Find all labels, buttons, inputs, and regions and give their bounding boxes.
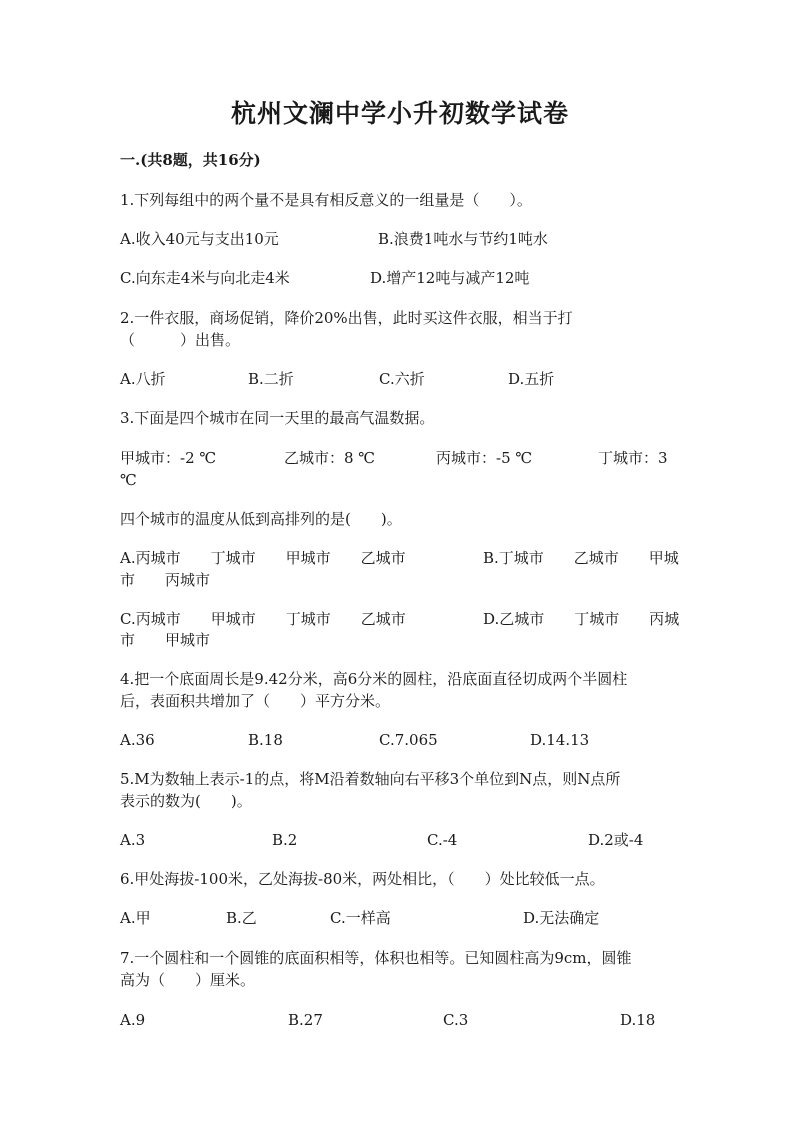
question-3-option-a-line-1: A.丙城市 丁城市 甲城市 乙城市 bbox=[120, 549, 406, 567]
question-7-option-a: A.9 bbox=[120, 1011, 146, 1029]
question-5-option-d: D.2或-4 bbox=[588, 831, 644, 849]
question-7-option-b: B.27 bbox=[288, 1011, 323, 1029]
question-5-option-c: C.-4 bbox=[427, 831, 458, 849]
question-7-stem-line-2: 高为（ ）厘米。 bbox=[120, 971, 256, 989]
question-7-stem-line-1: 7.一个圆柱和一个圆锥的底面积相等，体积也相等。已知圆柱高为9cm，圆锥 bbox=[120, 949, 632, 967]
question-6-option-d: D.无法确定 bbox=[523, 909, 600, 927]
question-1-option-a: A.收入40元与支出10元 bbox=[120, 230, 279, 248]
question-6-option-c: C.一样高 bbox=[330, 909, 391, 927]
question-3-city-yi: 乙城市：8 ℃ bbox=[284, 449, 376, 467]
question-1-option-d: D.增产12吨与减产12吨 bbox=[370, 269, 530, 287]
question-4-option-a: A.36 bbox=[120, 731, 155, 749]
page-title: 杭州文澜中学小升初数学试卷 bbox=[230, 99, 569, 128]
question-3-option-a-line-2: 市 丙城市 bbox=[120, 571, 211, 589]
question-3-city-ding-unit: ℃ bbox=[120, 471, 137, 489]
question-2-option-b: B.二折 bbox=[248, 370, 294, 388]
question-4-stem-line-2: 后，表面积共增加了（ ）平方分米。 bbox=[120, 692, 391, 710]
question-6-option-b: B.乙 bbox=[226, 909, 257, 927]
question-5-option-a: A.3 bbox=[120, 831, 146, 849]
question-1-option-b: B.浪费1吨水与节约1吨水 bbox=[378, 230, 548, 248]
question-3-city-ding: 丁城市：3 bbox=[598, 449, 668, 467]
question-6-stem: 6.甲处海拔-100米，乙处海拔-80米，两处相比，（ ）处比较低一点。 bbox=[120, 870, 605, 888]
question-4-option-c: C.7.065 bbox=[379, 731, 438, 749]
question-3-option-c-line-1: C.丙城市 甲城市 丁城市 乙城市 bbox=[120, 610, 406, 628]
question-2-stem-line-2: （ ）出售。 bbox=[120, 331, 241, 349]
question-5-stem-line-1: 5.M为数轴上表示-1的点，将M沿着数轴向右平移3个单位到N点，则N点所 bbox=[120, 770, 621, 788]
question-3-question: 四个城市的温度从低到高排列的是( )。 bbox=[120, 510, 402, 528]
question-3-option-d-line-1: D.乙城市 丁城市 丙城 bbox=[483, 610, 680, 628]
question-7-option-d: D.18 bbox=[620, 1011, 656, 1029]
question-5-stem-line-2: 表示的数为( )。 bbox=[120, 792, 252, 810]
question-1-option-c: C.向东走4米与向北走4米 bbox=[120, 269, 290, 287]
question-3-option-c-line-2: 市 甲城市 bbox=[120, 631, 211, 649]
section-heading: 一.(共8题，共16分) bbox=[120, 151, 261, 169]
question-3-city-bing: 丙城市：-5 ℃ bbox=[436, 449, 533, 467]
question-1-stem: 1.下列每组中的两个量不是具有相反意义的一组量是（ ）。 bbox=[120, 191, 532, 209]
question-4-option-b: B.18 bbox=[248, 731, 283, 749]
question-2-option-c: C.六折 bbox=[379, 370, 425, 388]
question-4-stem-line-1: 4.把一个底面周长是9.42分米，高6分米的圆柱，沿底面直径切成两个半圆柱 bbox=[120, 670, 628, 688]
question-2-option-d: D.五折 bbox=[508, 370, 555, 388]
question-5-option-b: B.2 bbox=[272, 831, 298, 849]
question-2-stem-line-1: 2.一件衣服，商场促销，降价20%出售，此时买这件衣服，相当于打 bbox=[120, 309, 573, 327]
question-7-option-c: C.3 bbox=[443, 1011, 469, 1029]
question-6-option-a: A.甲 bbox=[120, 909, 151, 927]
question-3-option-b-line-1: B.丁城市 乙城市 甲城 bbox=[483, 549, 679, 567]
question-2-option-a: A.八折 bbox=[120, 370, 166, 388]
question-3-city-jia: 甲城市：-2 ℃ bbox=[120, 449, 217, 467]
question-3-stem: 3.下面是四个城市在同一天里的最高气温数据。 bbox=[120, 409, 435, 427]
question-4-option-d: D.14.13 bbox=[530, 731, 590, 749]
